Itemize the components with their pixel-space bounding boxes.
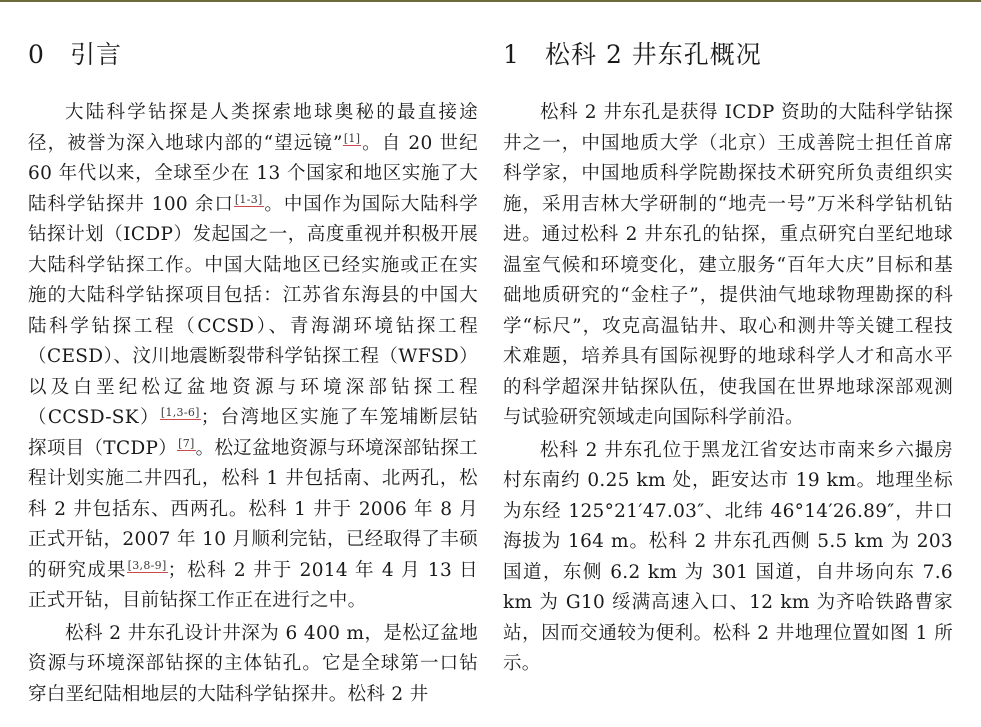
section-title: 引言 [70, 40, 123, 69]
section-heading-intro [28, 36, 478, 74]
citation-link[interactable]: [7] [178, 436, 195, 450]
citation-link[interactable]: [1] [343, 131, 361, 145]
section-title: 松科 2 井东孔概况 [545, 40, 762, 69]
citation-link[interactable]: [1,3-6] [160, 406, 200, 419]
section-heading-overview [503, 36, 953, 74]
text-segment: 松科 2 井东孔是获得 ICDP 资助的大陆科学钻探井之一，中国地质大学（北京）王成善院士担任首席科学家，中国地质科学院勘探技术研究所负责组织实施，采用吉林大学研制的“地壳一号”万米科学钻机钻进。通过松科 2 井东孔的钻探，重点研究白垩纪地球温室气候和环境变化，建立服务“百年大庆”目标和基础地质研究的“金柱子”，提供油气地球物理勘探的科学“标尺”，攻克高温钻井、取心和测井等关键工程技术难题，培养具有国际视野的地球科学人才和高水平的科学超深井钻探队伍，使我国在世界地球深部观测与试验研究领域走向国际科学前沿。 [503, 102, 953, 428]
paragraph-intro-2 [28, 619, 478, 711]
text-segment: ；台湾地区实施了车笼埔断层钻探项目（TCDP） [28, 407, 479, 459]
right-column [503, 36, 953, 680]
text-segment: 。中国作为国际大陆科学钻探计划（ICDP）发起国之一，高度重视并积极开展大陆科学钻探工作。中国大陆地区已经实施或正在实施的大陆科学钻探项目包括：江苏省东海县的中国大陆科学钻探工程（CCSD）、青海湖环境钻探工程（CESD）、汶川地震断裂带科学钻探工程（WFSD）以及白垩纪松辽盆地资源与环境深部钻探工程（CCSD-SK） [28, 193, 478, 428]
text-segment: ；松科 2 井于 2014 年 4 月 13 日正式开钻，目前钻探工作正在进行之中。 [28, 559, 478, 611]
citation-link[interactable]: [3,8-9] [127, 558, 167, 572]
paragraph-overview-1 [503, 98, 953, 434]
text-segment: 。自 20 世纪 60 年代以来，全球至少在 13 个国家和地区实施了大陆科学钻探井 100 余口 [28, 132, 478, 215]
citation-link[interactable]: [1-3] [234, 192, 263, 206]
section-number: 1 [503, 40, 520, 69]
section-number: 0 [28, 40, 45, 69]
left-column [28, 36, 478, 710]
header-rule [0, 0, 981, 2]
text-segment: 松科 2 井东孔位于黑龙江省安达市南来乡六撮房村东南约 0.25 km 处，距安达市 19 km。地理坐标为东经 125°21′47.03″、北纬 46°14′26.89″，井口海拔为 164 m。松科 2 井东孔西侧 5.5 km 为 203 国道，东侧 6.2 km 为 301 国道，自井场向东 7.6 km 为 G10 绥满高速入口、12 km 为齐哈铁路曹家站，因而交通较为便利。松科 2 井地理位置如图 1 所示。 [503, 439, 953, 674]
paragraph-overview-2 [503, 436, 953, 680]
text-segment: 松科 2 井东孔设计井深为 6 400 m，是松辽盆地资源与环境深部钻探的主体钻孔。它是全球第一口钻穿白垩纪陆相地层的大陆科学钻探井。松科 2 井 [28, 622, 478, 705]
text-segment: 。松辽盆地资源与环境深部钻探工程计划实施二井四孔，松科 1 井包括南、北两孔，松科 2 井包括东、西两孔。松科 1 井于 2006 年 8 月正式开钻，2007 年 10 月顺利完钻，已经取得了丰硕的研究成果 [28, 437, 478, 581]
paragraph-intro-1 [28, 98, 478, 617]
text-segment: 大陆科学钻探是人类探索地球奥秘的最直接途径，被誉为深入地球内部的“望远镜” [28, 102, 478, 154]
